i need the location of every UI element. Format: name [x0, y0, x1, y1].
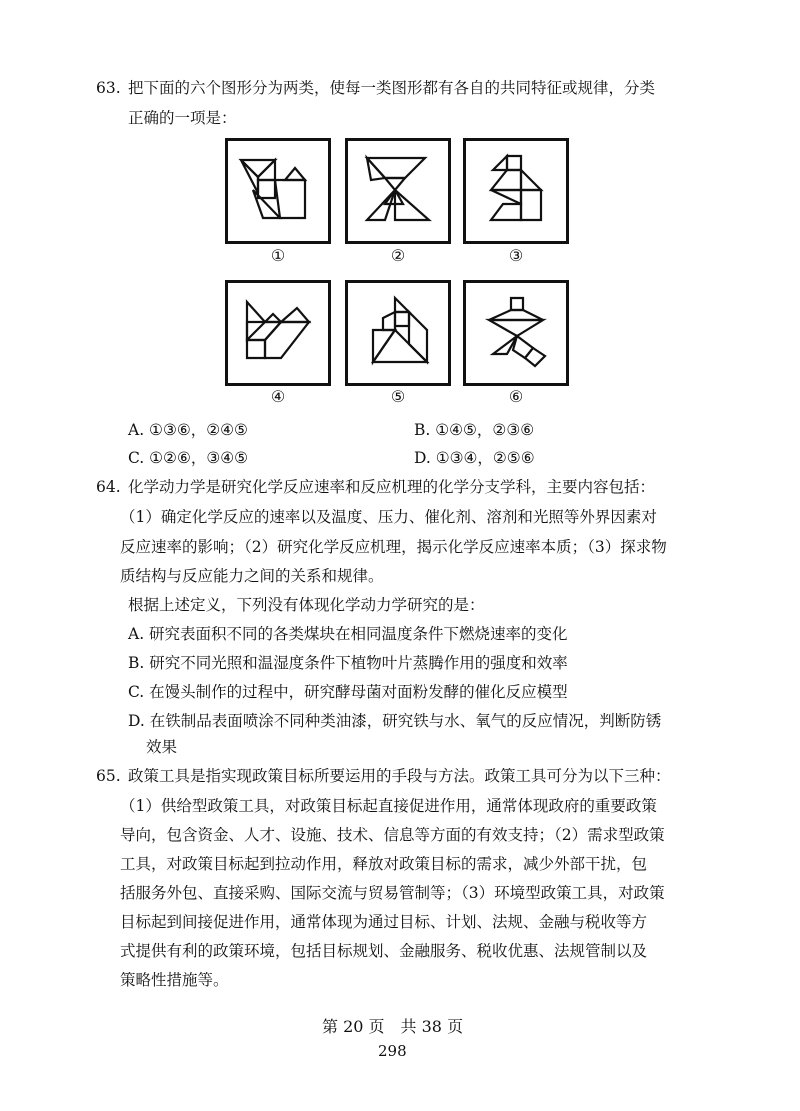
- q65-text-line3: 导向，包含资金、人才、设施、技术、信息等方面的有效支持；（2）需求型政策: [120, 826, 665, 844]
- q63-option-a[interactable]: A. ①③⑥，②④⑤: [128, 421, 248, 439]
- q65-text-line4: 工具，对政策目标起到拉动作用，释放对政策目标的需求，减少外部干扰，包: [120, 855, 648, 873]
- q64-number: 64.: [96, 478, 121, 496]
- q64-option-c[interactable]: C. 在馒头制作的过程中，研究酵母菌对面粉发酵的催化反应模型: [128, 683, 568, 701]
- q64-prompt: 根据上述定义，下列没有体现化学动力学研究的是：: [128, 596, 485, 614]
- figure-label-4: ④: [270, 387, 286, 406]
- figure-4: [225, 280, 331, 386]
- figure-label-3: ③: [508, 246, 524, 265]
- figure-5: [345, 280, 451, 386]
- q64-text-line3: 反应速率的影响；（2）研究化学反应机理，揭示化学反应速率本质；（3）探求物: [120, 538, 667, 556]
- q64-text-line1: 化学动力学是研究化学反应速率和反应机理的化学分支学科，主要内容包括：: [128, 478, 656, 496]
- q63-number: 63.: [96, 79, 121, 97]
- figure-label-5: ⑤: [390, 387, 406, 406]
- figure-label-1: ①: [270, 246, 286, 265]
- q63-option-b[interactable]: B. ①④⑤，②③⑥: [414, 421, 535, 439]
- figure-6: [463, 280, 569, 386]
- q63-stem-line2: 正确的一项是：: [128, 109, 237, 127]
- q65-text-line7: 式提供有利的政策环境，包括目标规划、金融服务、税收优惠、法规管制以及: [120, 942, 648, 960]
- q63-option-d[interactable]: D. ①③④，②⑤⑥: [414, 449, 535, 467]
- figure-label-2: ②: [390, 246, 406, 265]
- q64-option-d-line2: 效果: [146, 738, 178, 756]
- page-number: 298: [378, 1042, 407, 1060]
- q65-number: 65.: [96, 767, 121, 785]
- q64-option-a[interactable]: A. 研究表面积不同的各类煤块在相同温度条件下燃烧速率的变化: [128, 625, 568, 643]
- figure-2: [345, 138, 451, 244]
- q65-text-line5: 括服务外包、直接采购、国际交流与贸易管制等；（3）环境型政策工具，对政策: [120, 884, 665, 902]
- figure-label-6: ⑥: [508, 387, 524, 406]
- q65-text-line1: 政策工具是指实现政策目标所要运用的手段与方法。政策工具可分为以下三种：: [128, 767, 671, 785]
- q65-text-line6: 目标起到间接促进作用，通常体现为通过目标、计划、法规、金融与税收等方: [120, 913, 648, 931]
- q64-option-b[interactable]: B. 研究不同光照和温湿度条件下植物叶片蒸腾作用的强度和效率: [128, 654, 568, 672]
- figure-1: [225, 138, 331, 244]
- q64-option-d-line1[interactable]: D. 在铁制品表面喷涂不同种类油漆，研究铁与水、氧气的反应情况，判断防锈: [128, 712, 662, 730]
- q65-text-line8: 策略性措施等。: [120, 971, 229, 989]
- q63-option-c[interactable]: C. ①②⑥，③④⑤: [128, 449, 249, 467]
- q64-text-line4: 质结构与反应能力之间的关系和规律。: [120, 567, 384, 585]
- q64-text-line2: （1）确定化学反应的速率以及温度、压力、催化剂、溶剂和光照等外界因素对: [120, 508, 657, 526]
- q65-text-line2: （1）供给型政策工具，对政策目标起直接促进作用，通常体现政府的重要政策: [120, 797, 657, 815]
- q63-stem-line1: 把下面的六个图形分为两类，使每一类图形都有各自的共同特征或规律，分类: [128, 79, 656, 97]
- figure-3: [463, 138, 569, 244]
- page-info: 第 20 页 共 38 页: [322, 1017, 464, 1036]
